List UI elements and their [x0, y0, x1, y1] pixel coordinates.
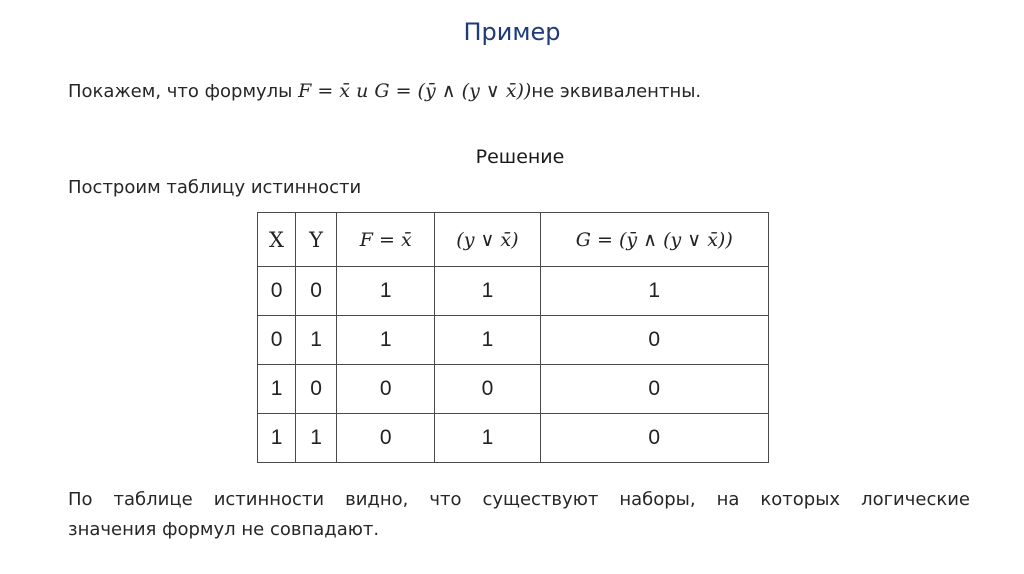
formula-f: F = x̄ — [298, 80, 351, 102]
intro-text-before: Покажем, что формулы — [68, 81, 299, 102]
intro-text-after: не эквивалентны. — [531, 81, 702, 102]
conclusion-line-2: значения формул не совпадают. — [68, 519, 380, 540]
solution-heading: Решение — [475, 146, 565, 168]
table-cell: 0 — [337, 414, 435, 463]
table-cell: 0 — [258, 267, 296, 316]
table-cell: 1 — [337, 267, 435, 316]
truth-table — [257, 212, 769, 463]
table-cell: 1 — [435, 316, 540, 365]
table-row — [258, 316, 769, 365]
table-cell: 0 — [296, 365, 337, 414]
table-row — [258, 365, 769, 414]
header-y: Y — [296, 213, 337, 267]
table-cell: 0 — [337, 365, 435, 414]
table-cell: 0 — [258, 316, 296, 365]
intro-statement — [68, 80, 701, 102]
table-cell: 1 — [258, 414, 296, 463]
table-cell: 1 — [258, 365, 296, 414]
table-row — [258, 414, 769, 463]
header-x: X — [258, 213, 296, 267]
table-cell: 1 — [540, 267, 768, 316]
page-title: Пример — [463, 18, 561, 46]
table-cell: 0 — [296, 267, 337, 316]
build-table-line: Построим таблицу истинности — [68, 177, 362, 198]
table-cell: 0 — [540, 365, 768, 414]
table-cell: 0 — [540, 414, 768, 463]
conclusion-paragraph — [68, 485, 970, 545]
table-cell: 1 — [296, 414, 337, 463]
formula-g: G = (ȳ ∧ (y ∨ x̄)) — [374, 80, 532, 102]
conclusion-line-1: По таблице истинности видно, что существуют наборы, на которых логические — [68, 489, 970, 510]
header-g: G = (ȳ ∧ (y ∨ x̄)) — [540, 213, 768, 267]
table-header-row — [258, 213, 769, 267]
table-cell: 1 — [435, 267, 540, 316]
header-f: F = x̄ — [337, 213, 435, 267]
header-y-or-notx: (y ∨ x̄) — [435, 213, 540, 267]
intro-conjunction: и — [350, 80, 375, 102]
table-cell: 1 — [296, 316, 337, 365]
table-cell: 1 — [337, 316, 435, 365]
table-cell: 1 — [435, 414, 540, 463]
table-row — [258, 267, 769, 316]
table-cell: 0 — [540, 316, 768, 365]
table-cell: 0 — [435, 365, 540, 414]
